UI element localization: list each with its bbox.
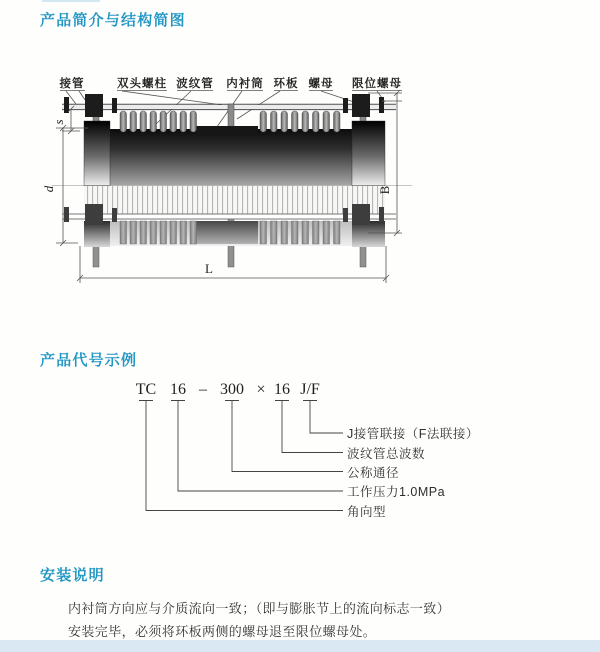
- code-part-type: TC: [135, 381, 157, 398]
- tie-rod-assembly-top: [62, 94, 396, 128]
- code-part-times: ×: [256, 381, 266, 398]
- install-note-line-1: 内衬筒方向应与介质流向一致；（即与膨胀节上的流向标志一致）: [68, 601, 451, 616]
- section-heading-code-example: 产品代号示例: [40, 352, 138, 369]
- legend-working-pressure: 工作压力1.0MPa: [347, 485, 446, 499]
- legend-angular-type: 角向型: [347, 504, 387, 519]
- dim-label-L: L: [205, 261, 213, 276]
- part-label-bowenguan: 波纹管: [176, 78, 214, 90]
- code-part-diameter: 300: [220, 381, 244, 398]
- legend-nominal-diameter: 公称通径: [347, 465, 400, 480]
- part-labels: [59, 76, 403, 90]
- expansion-joint-diagram: [0, 58, 470, 324]
- code-part-connection: J/F: [300, 381, 320, 398]
- part-label-jieguan: 接管: [59, 78, 85, 90]
- part-label-huanban: 环板: [273, 78, 299, 90]
- legend-connection: J接管联接（F法联接）: [347, 427, 479, 441]
- code-part-pressure: 16: [170, 381, 186, 398]
- install-note-line-2: 安装完毕，必须将环板两侧的螺母退至限位螺母处。: [68, 624, 377, 639]
- part-label-xianweiluomu: 限位螺母: [352, 78, 402, 90]
- dim-label-B: B: [377, 185, 392, 195]
- bellows-body-top: [84, 111, 385, 186]
- part-label-luomu: 螺母: [308, 78, 334, 90]
- part-label-neichentong: 内衬筒: [226, 78, 264, 90]
- code-legend-connectors: [0, 396, 560, 518]
- section-heading-install: 安装说明: [40, 567, 105, 584]
- page-top-artifact: [42, 0, 100, 2]
- legend-wave-count: 波纹管总波数: [347, 446, 426, 461]
- part-label-shuangtouluozhu: 双头螺柱: [117, 78, 167, 90]
- page-bottom-bar: [0, 640, 600, 652]
- code-part-waves: 16: [274, 381, 290, 398]
- code-part-dash: –: [199, 381, 207, 398]
- section-heading-intro: 产品简介与结构简图: [40, 12, 186, 29]
- dim-label-s: s: [51, 119, 66, 125]
- dim-label-d: d: [41, 185, 56, 193]
- bellows-body-bottom-reflection: [62, 186, 396, 267]
